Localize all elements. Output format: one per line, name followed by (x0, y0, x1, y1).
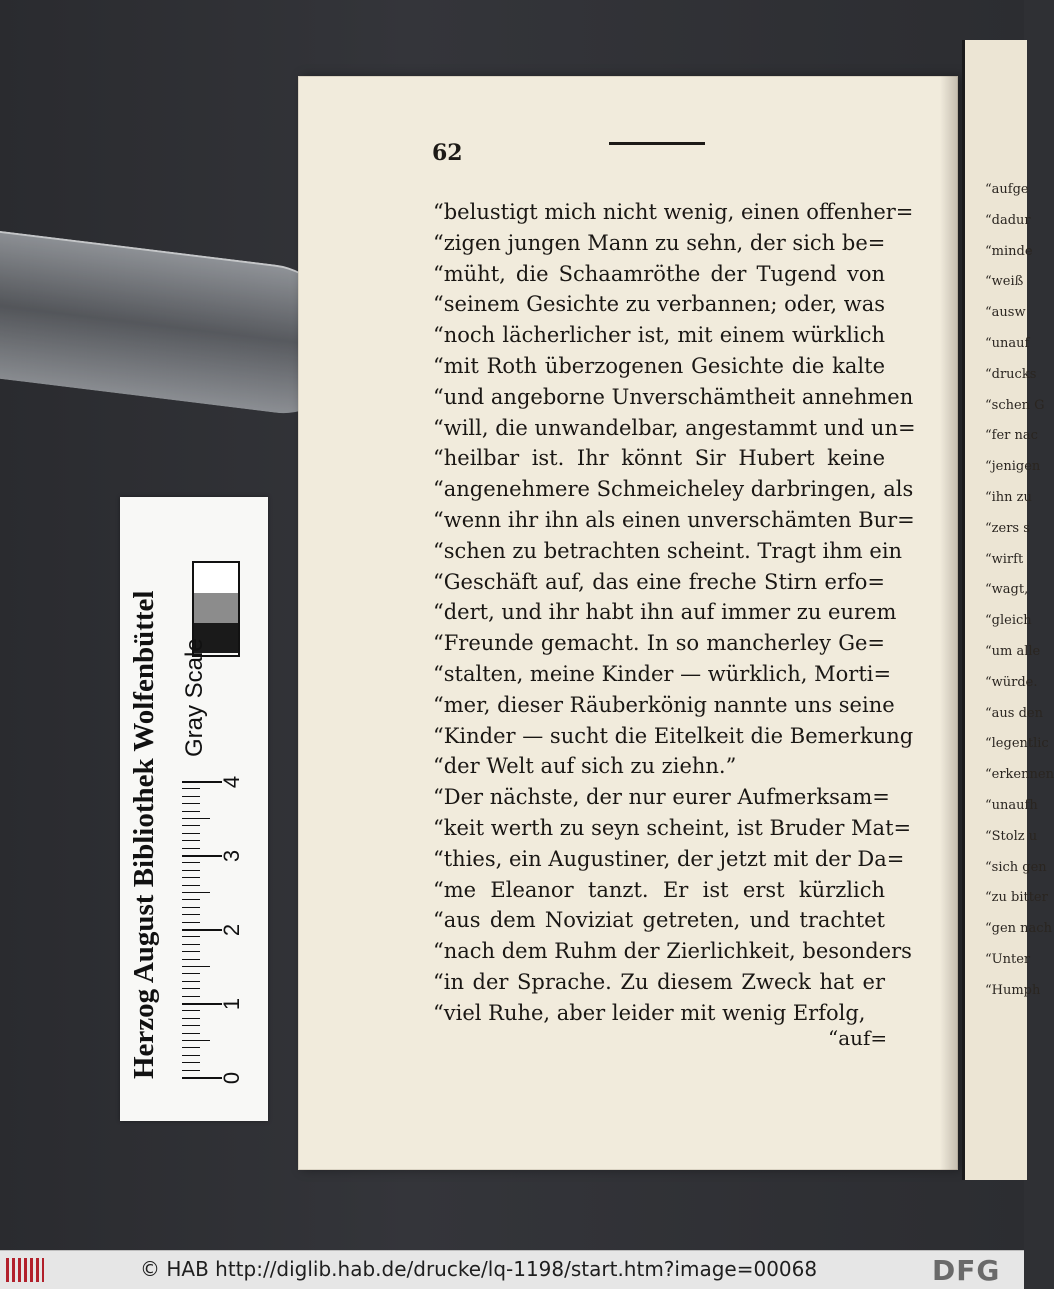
ruler-tick (182, 796, 200, 797)
ruler-tick (182, 840, 200, 841)
text-line: “Freunde gemacht. In so mancherley Ge= (433, 631, 885, 656)
ruler-tick (182, 1055, 200, 1056)
facing-text-fragment: “unaufh (985, 798, 1038, 813)
ruler-tick (182, 811, 200, 812)
facing-text-fragment: “zu bitter (985, 890, 1048, 906)
facing-text-fragment: “ausw (985, 305, 1026, 321)
facing-text-fragment: “jenigen (985, 459, 1041, 475)
ruler-tick (182, 936, 200, 937)
gray-scale-card (120, 497, 268, 1121)
facing-page-strip (962, 40, 1054, 1180)
ruler-tick (182, 914, 200, 915)
ruler-tick (182, 944, 200, 945)
ruler-tick (182, 870, 200, 871)
facing-text-fragment: “fer nac (985, 428, 1038, 444)
text-line: “Geschäft auf, das eine freche Stirn erfo= (433, 569, 885, 594)
copyright-url[interactable]: © HAB http://diglib.hab.de/drucke/lq-1198/start.htm?image=00068 (140, 1257, 818, 1281)
ruler-tick (182, 1018, 200, 1019)
ruler-tick (182, 788, 200, 789)
text-line: “mer, dieser Räuberkönig nannte uns seine (433, 692, 895, 717)
gray-scale-label: Gray Scale (181, 638, 208, 757)
ruler-number: 4 (219, 775, 245, 789)
ruler-tick (182, 892, 210, 893)
catchword: “auf= (828, 1026, 888, 1050)
text-line: “aus dem Noviziat getreten, und trachtet (433, 908, 885, 933)
text-line: “me Eleanor tanzt. Er ist erst kürzlich (433, 877, 885, 902)
text-line: “und angeborne Unverschämtheit annehmen (433, 384, 914, 409)
ruler-tick (182, 973, 200, 974)
facing-text-fragment: “gen nach (985, 921, 1052, 937)
text-line: “Kinder — sucht die Eitelkeit die Bemerkung (433, 723, 914, 748)
ruler-tick (182, 1040, 210, 1041)
facing-text-fragment: “drucks (985, 366, 1037, 382)
facing-text-fragment: “Humph (985, 982, 1041, 998)
facing-text-fragment: “dadur (985, 212, 1031, 228)
ruler-tick (182, 885, 200, 886)
ruler-tick (182, 781, 222, 783)
ruler-tick (182, 988, 200, 989)
ruler-tick (182, 951, 200, 952)
ruler-tick (182, 1033, 200, 1034)
facing-text-fragment: “ihn zu (985, 490, 1032, 505)
text-line: “viel Ruhe, aber leider mit wenig Erfolg, (433, 1000, 866, 1025)
ruler-tick (182, 1003, 222, 1005)
ruler-tick (182, 833, 200, 834)
facing-text-fragment: “wagt, (985, 582, 1029, 598)
header-rule (609, 142, 705, 145)
text-line: “will, die unwandelbar, angestammt und un= (433, 415, 916, 440)
text-line: “seinem Gesichte zu verbannen; oder, was (433, 292, 885, 317)
hab-barcode-logo-icon (6, 1258, 44, 1282)
text-line: “belustigt mich nicht wenig, einen offenher= (433, 200, 914, 224)
ruler-number: 3 (219, 849, 245, 863)
text-line: “in der Sprache. Zu diesem Zweck hat er (433, 970, 885, 994)
page-number: 62 (432, 140, 463, 166)
ruler (182, 767, 256, 1087)
text-line: “zigen jungen Mann zu sehn, der sich be= (433, 230, 886, 255)
text-line: “heilbar ist. Ihr könnt Sir Hubert keine (433, 446, 885, 471)
ruler-number: 2 (219, 923, 245, 937)
ruler-tick (182, 1010, 200, 1011)
text-line: “stalten, meine Kinder — würklich, Morti= (433, 662, 892, 686)
ruler-tick (182, 825, 200, 826)
ruler-tick (182, 981, 200, 982)
ruler-tick (182, 996, 200, 997)
text-line: “müht, die Schaamröthe der Tugend von (433, 261, 885, 286)
ruler-tick (182, 1070, 200, 1071)
text-line: “der Welt auf sich zu ziehn.” (433, 754, 737, 779)
ruler-tick (182, 848, 200, 849)
text-line: “thies, ein Augustiner, der jetzt mit der Da= (433, 846, 905, 871)
ruler-tick (182, 899, 200, 900)
ruler-tick (182, 877, 200, 878)
text-line: “keit werth zu seyn scheint, ist Bruder Mat= (433, 816, 912, 840)
footer-bar (0, 1250, 1024, 1289)
text-line: “noch lächerlicher ist, mit einem würklich (433, 323, 885, 348)
ruler-tick (182, 862, 200, 863)
ruler-tick (182, 959, 200, 960)
ruler-number: 1 (219, 997, 245, 1011)
facing-text-fragment: “Unter (985, 952, 1031, 967)
facing-text-fragment: “sich gen (985, 859, 1047, 875)
text-line: “dert, und ihr habt ihn auf immer zu eurem (433, 600, 897, 625)
ruler-tick (182, 966, 210, 967)
facing-text-fragment: “minde (985, 243, 1033, 259)
ruler-tick (182, 922, 200, 923)
ruler-tick (182, 1077, 222, 1079)
facing-text-fragment: “Stolz u (985, 828, 1038, 844)
text-line: “wenn ihr ihn als einen unverschämten Bur= (433, 508, 915, 532)
text-line: “angenehmere Schmeicheley darbringen, als (433, 477, 914, 502)
ruler-tick (182, 1047, 200, 1048)
ruler-tick (182, 855, 222, 857)
library-name: Herzog August Bibliothek Wolfenbüttel (128, 590, 160, 1079)
facing-text-fragment: “um alle (985, 644, 1041, 659)
ruler-tick (182, 907, 200, 908)
ruler-tick (182, 1062, 200, 1063)
facing-text-fragment: “erkennen (985, 767, 1054, 783)
facing-text-fragment: “unauf (985, 336, 1030, 351)
ruler-tick (182, 1025, 200, 1026)
ruler-tick (182, 929, 222, 931)
facing-text-fragment: “wirft (985, 551, 1024, 567)
text-line: “mit Roth überzogenen Gesichte die kalte (433, 354, 885, 378)
facing-text-fragment: “legentlic (985, 736, 1049, 752)
facing-text-fragment: “aufge (985, 182, 1029, 197)
ruler-tick (182, 818, 210, 819)
facing-text-fragment: “weiß (985, 274, 1024, 290)
facing-text-fragment: “aus den (985, 705, 1043, 721)
facing-text-fragment: “schen G (985, 397, 1045, 413)
ruler-number: 0 (219, 1071, 245, 1085)
ruler-tick (182, 803, 200, 804)
text-line: “Der nächste, der nur eurer Aufmerksam= (433, 785, 890, 810)
facing-text-fragment: “zers s (985, 520, 1030, 536)
facing-text-fragment: “würde. (985, 674, 1038, 690)
dfg-logo: DFG (932, 1254, 1001, 1287)
text-line: “schen zu betrachten scheint. Tragt ihm ein (433, 538, 903, 563)
text-line: “nach dem Ruhm der Zierlichkeit, besonders (433, 939, 912, 964)
facing-text-fragment: “gleich (985, 613, 1032, 629)
